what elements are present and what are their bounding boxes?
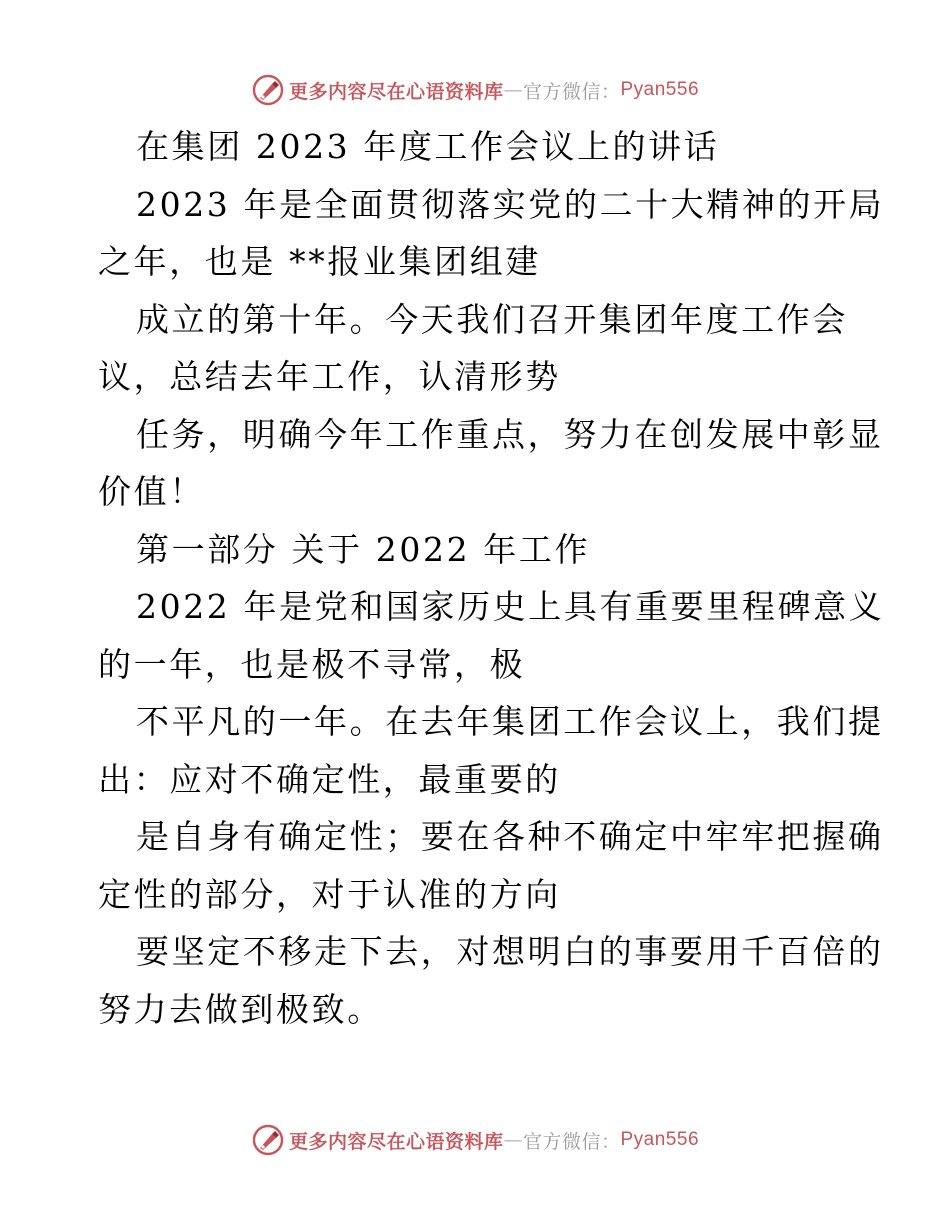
body-text-line: 定性的部分，对于认准的方向: [98, 874, 561, 914]
pen-nib-logo-icon: [251, 1123, 285, 1157]
body-text-line: 第一部分 关于 2022 年工作: [136, 529, 591, 569]
body-text-line: 任务，明确今年工作重点，努力在创发展中彰显: [136, 414, 884, 454]
watermark-label: 官方微信：: [522, 80, 621, 103]
body-text-line: 2022 年是党和国家历史上具有重要里程碑意义: [136, 587, 885, 626]
body-text-line: 成立的第十年。今天我们召开集团年度工作会: [136, 299, 848, 339]
body-text-line: 2023 年是全面贯彻落实党的二十大精神的开局: [136, 184, 885, 224]
watermark-wechat-id: Pyan556: [620, 79, 700, 100]
body-text-line: 不平凡的一年。在去年集团工作会议上，我们提: [136, 702, 884, 741]
body-text-line: 要坚定不移走下去，对想明白的事要用千百倍的: [136, 932, 884, 971]
watermark-main-text: 更多内容尽在心语资料库: [288, 80, 504, 103]
body-text-line: 是自身有确定性；要在各种不确定中牢牢把握确: [136, 817, 884, 856]
watermark-separator: —: [503, 79, 523, 101]
watermark-label: 官方微信：: [522, 1130, 621, 1153]
body-text-line: 议，总结去年工作，认清形势: [98, 357, 561, 396]
footer-watermark: [0, 1120, 950, 1160]
body-text-line: 之年，也是 **报业集团组建: [98, 242, 541, 281]
pen-nib-logo-icon: [251, 73, 285, 107]
body-text-line: 的一年，也是极不寻常，极: [98, 644, 526, 684]
watermark-main-text: 更多内容尽在心语资料库: [288, 1130, 504, 1153]
body-text-line: 出：应对不确定性，最重要的: [98, 759, 561, 799]
body-text-line: 努力去做到极致。: [98, 989, 383, 1029]
body-text-line: 价值！: [98, 472, 205, 511]
header-watermark: [0, 70, 950, 110]
watermark-separator: —: [503, 1129, 523, 1151]
document-body: [98, 118, 885, 1038]
watermark-wechat-id: Pyan556: [620, 1129, 700, 1150]
document-title: 在集团 2023 年度工作会议上的讲话: [136, 127, 720, 166]
